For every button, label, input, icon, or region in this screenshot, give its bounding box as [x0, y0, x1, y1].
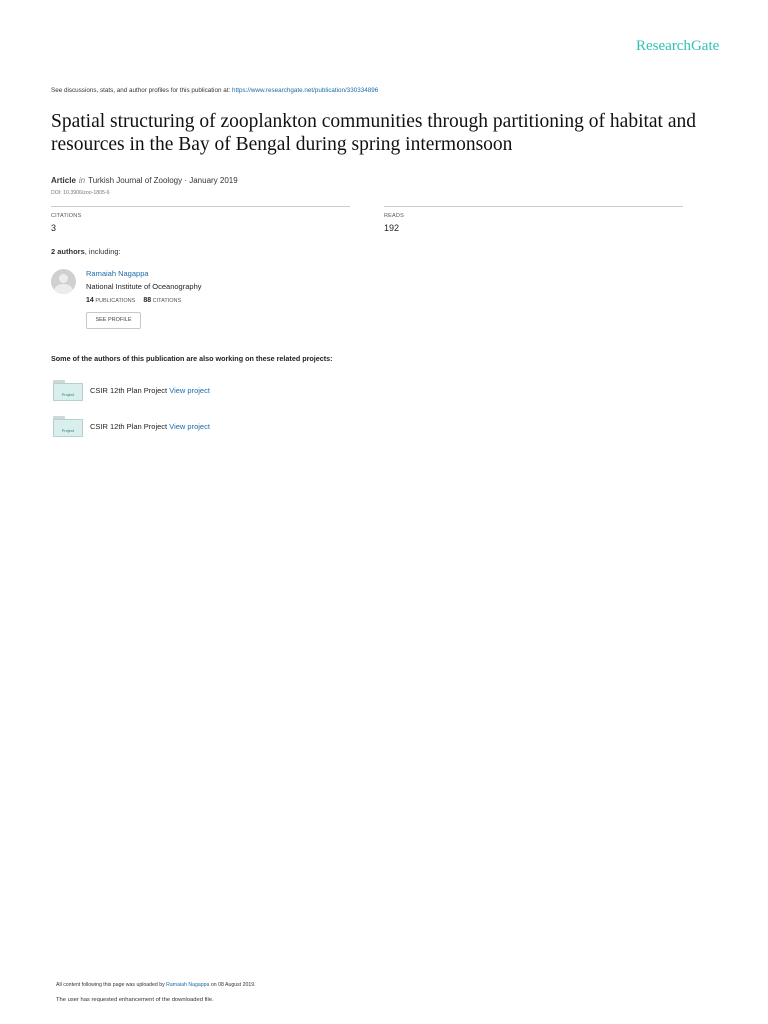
project-name: CSIR 12th Plan Project: [90, 386, 168, 395]
citations-count: 3: [51, 223, 57, 233]
authors-count: 2 authors: [51, 247, 85, 256]
project-text: [90, 422, 210, 431]
in-label: in: [78, 176, 86, 185]
project-folder-label: Project: [61, 428, 75, 433]
citations-divider: [51, 206, 350, 207]
project-item: [53, 415, 453, 439]
project-folder-icon: [53, 416, 83, 437]
discussion-notice: [51, 87, 378, 94]
authors-summary: [51, 247, 121, 256]
reads-count: 192: [384, 223, 400, 233]
publication-link[interactable]: https://www.researchgate.net/publication/330334896: [231, 87, 379, 94]
author-publications-label: PUBLICATIONS: [95, 298, 136, 304]
avatar-head-shape: [59, 274, 68, 283]
author-citations-count: 88: [143, 297, 152, 304]
author-stats: [86, 297, 181, 304]
avatar-shoulders-shape: [54, 284, 73, 294]
publication-type: Article: [51, 176, 76, 185]
researchgate-logo: ResearchGate: [636, 38, 720, 54]
author-publications-count: 14: [86, 297, 94, 304]
reads-divider: [384, 206, 683, 207]
reads-label: READS: [384, 213, 404, 219]
project-name: CSIR 12th Plan Project: [90, 422, 168, 431]
related-projects-heading: Some of the authors of this publication are also working on these related projects:: [51, 354, 333, 363]
publication-meta: [51, 176, 238, 185]
publication-doi: DOI: 10.3906/zoo-1805-6: [51, 190, 110, 196]
enhancement-note: The user has requested enhancement of the downloaded file.: [56, 997, 214, 1003]
author-institution: National Institute of Oceanography: [86, 282, 202, 291]
see-profile-button[interactable]: SEE PROFILE: [86, 312, 141, 329]
publication-title: Spatial structuring of zooplankton communities through partitioning of habitat and resources in the Bay of Bengal during spring intermonsoon: [51, 111, 697, 155]
project-item: [53, 379, 453, 403]
journal-date: Turkish Journal of Zoology · January 2019: [88, 176, 238, 185]
project-text: [90, 386, 210, 395]
view-project-link[interactable]: View project: [169, 386, 210, 395]
project-folder-label: Project: [61, 392, 75, 397]
author-avatar[interactable]: [51, 269, 76, 294]
authors-including: , including:: [84, 247, 121, 256]
discussion-notice-text: See discussions, stats, and author profiles for this publication at:: [51, 87, 232, 94]
upload-prefix: All content following this page was uploaded by: [56, 982, 167, 988]
uploader-link[interactable]: Ramaiah Nagappa: [166, 982, 210, 988]
view-project-link[interactable]: View project: [169, 422, 210, 431]
upload-suffix: on 08 August 2019.: [209, 982, 256, 988]
citations-label: CITATIONS: [51, 213, 82, 219]
author-citations-label: CITATIONS: [152, 298, 182, 304]
upload-notice: [56, 982, 256, 988]
project-folder-icon: [53, 380, 83, 401]
author-name-link[interactable]: Ramaiah Nagappa: [86, 269, 149, 278]
